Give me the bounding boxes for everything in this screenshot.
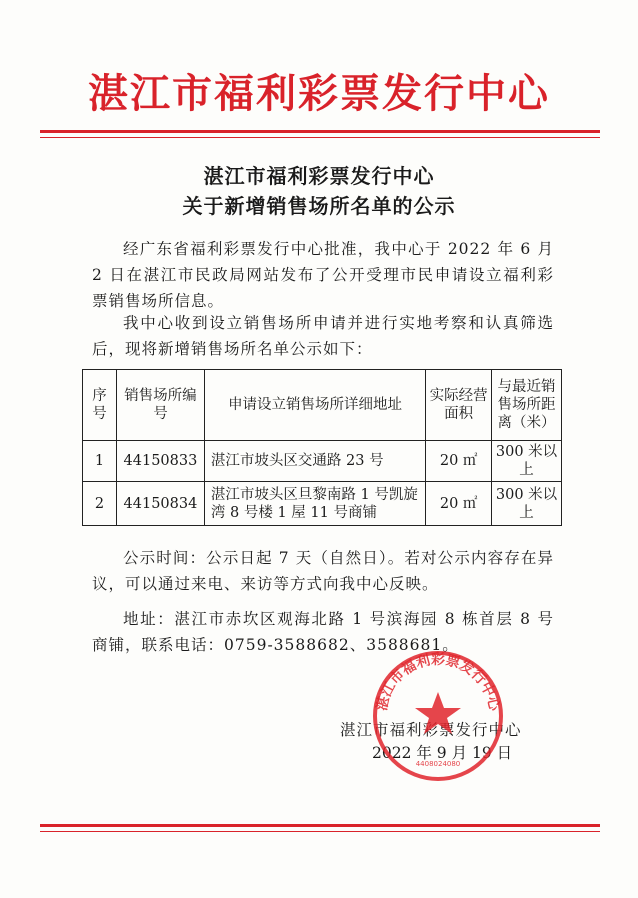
body-paragraph-4: 地址：湛江市赤坎区观海北路 1 号滨海园 8 栋首层 8 号商铺，联系电话：0759-3588682、3588681。 — [92, 610, 554, 654]
cell-distance: 300 米以上 — [492, 482, 562, 526]
footer-rule-thin — [40, 831, 600, 832]
cell-code: 44150834 — [116, 482, 204, 526]
body-paragraph-2: 我中心收到设立销售场所申请并进行实地考察和认真筛选后，现将新增销售场所名单公示如下： — [92, 314, 554, 358]
body-paragraph-1: 经广东省福利彩票发行中心批准，我中心于 2022 年 6 月 2 日在湛江市民政局网站发布了公开受理市民申请设立福利彩票销售场所信息。 — [92, 240, 554, 310]
cell-code: 44150833 — [116, 441, 204, 482]
letterhead-rule-thick — [40, 130, 600, 133]
body-paragraph-3: 公示时间：公示日起 7 天（自然日）。若对公示内容存在异议，可以通过来电、来访等方式向我中心反映。 — [92, 549, 554, 593]
header-code: 销售场所编号 — [116, 370, 204, 441]
cell-address: 湛江市坡头区交通路 23 号 — [204, 441, 425, 482]
header-distance: 与最近销售场所距离（米） — [492, 370, 562, 441]
table-row — [83, 482, 562, 526]
seal-serial: 4408024080 — [415, 760, 461, 768]
cell-area: 20 ㎡ — [426, 482, 492, 526]
signature-org: 湛江市福利彩票发行中心 — [340, 721, 522, 739]
letterhead-rule-thin — [40, 137, 600, 138]
cell-seq: 2 — [83, 482, 117, 526]
signature-date: 2022 年 9 月 19 日 — [372, 744, 513, 762]
footer-rule-thick — [40, 824, 600, 827]
seal-text: 湛江市福利彩票发行中心 — [374, 652, 502, 713]
doc-title-line2: 关于新增销售场所名单的公示 — [182, 194, 456, 218]
star-icon — [415, 692, 461, 734]
cell-address: 湛江市坡头区旦黎南路 1 号凯旋湾 8 号楼 1 屋 11 号商铺 — [204, 482, 425, 526]
header-address: 申请设立销售场所详细地址 — [204, 370, 425, 441]
header-seq: 序号 — [83, 370, 117, 441]
table-row — [83, 441, 562, 482]
official-seal-stamp — [368, 646, 508, 786]
header-area: 实际经营面积 — [426, 370, 492, 441]
table-header-row — [83, 370, 562, 441]
sales-locations-table — [82, 369, 562, 526]
letterhead-org-name: 湛江市福利彩票发行中心 — [88, 71, 550, 117]
cell-distance: 300 米以上 — [492, 441, 562, 482]
cell-area: 20 ㎡ — [426, 441, 492, 482]
cell-seq: 1 — [83, 441, 117, 482]
doc-title-line1: 湛江市福利彩票发行中心 — [203, 164, 435, 188]
